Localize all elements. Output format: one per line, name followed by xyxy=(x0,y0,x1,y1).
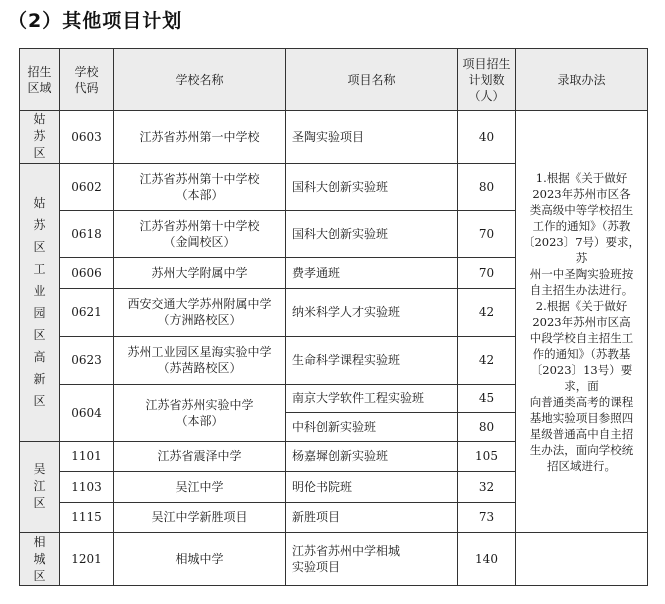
header-school: 学校名称 xyxy=(114,49,286,111)
plan-count: 70 xyxy=(458,258,516,289)
plan-count: 42 xyxy=(458,336,516,384)
school-code: 0623 xyxy=(60,336,114,384)
school-name: 苏州工业园区星海实验中学 （苏茜路校区） xyxy=(114,336,286,384)
region-label: 吴江区 xyxy=(33,462,46,511)
school-code: 0603 xyxy=(60,111,114,164)
project-name: 国科大创新实验班 xyxy=(286,210,458,258)
admission-method-note: 1.根据《关于做好 2023年苏州市区各 类高级中等学校招生 工作的通知》（苏教 〔2023〕7号）要求，苏 州一中圣陶实验班按 自主招生办法进行。 2.根据《关于做好 2023年苏州市区高 中段学校自主招生工 作的通知》（苏教基 〔2023〕13号）要求，面 向普通类高考的课程 基地实验项目参照四 星级普通高中自主招 生办法，面向学校统 招区域进行。 xyxy=(516,111,648,533)
plan-count: 140 xyxy=(458,533,516,586)
project-name: 圣陶实验项目 xyxy=(286,111,458,164)
school-name: 吴江中学新胜项目 xyxy=(114,502,286,533)
project-name: 明伦书院班 xyxy=(286,472,458,503)
school-code: 0621 xyxy=(60,288,114,336)
plan-count: 70 xyxy=(458,210,516,258)
project-name: 中科创新实验班 xyxy=(286,413,458,441)
project-name: 费孝通班 xyxy=(286,258,458,289)
school-code: 0604 xyxy=(60,384,114,441)
region-cell xyxy=(20,111,60,164)
project-name: 纳米科学人才实验班 xyxy=(286,288,458,336)
project-name: 南京大学软件工程实验班 xyxy=(286,384,458,412)
section-heading: （2）其他项目计划 xyxy=(8,10,183,32)
plan-count: 40 xyxy=(458,111,516,164)
plan-count: 80 xyxy=(458,413,516,441)
region-cell xyxy=(20,533,60,586)
header-region: 招生 区域 xyxy=(20,49,60,111)
school-name: 吴江中学 xyxy=(114,472,286,503)
school-code: 1115 xyxy=(60,502,114,533)
plan-count: 42 xyxy=(458,288,516,336)
school-name: 江苏省苏州实验中学 （本部） xyxy=(114,384,286,441)
school-name: 苏州大学附属中学 xyxy=(114,258,286,289)
region-label: 姑苏区 xyxy=(33,112,46,161)
school-code: 0602 xyxy=(60,163,114,210)
school-name: 江苏省震泽中学 xyxy=(114,441,286,472)
plan-count: 45 xyxy=(458,384,516,412)
region-cell xyxy=(20,441,60,533)
plan-count: 80 xyxy=(458,163,516,210)
header-row xyxy=(20,49,648,111)
region-label: 姑苏区工业园区高新区 xyxy=(33,196,46,409)
header-project: 项目名称 xyxy=(286,49,458,111)
school-code: 0606 xyxy=(60,258,114,289)
table-row xyxy=(20,533,648,586)
region-label: 相城区 xyxy=(33,534,46,583)
school-code: 0618 xyxy=(60,210,114,258)
project-name: 江苏省苏州中学相城 实验项目 xyxy=(286,533,458,586)
school-code: 1101 xyxy=(60,441,114,472)
school-name: 江苏省苏州第十中学校 （金阊校区） xyxy=(114,210,286,258)
plan-count: 105 xyxy=(458,441,516,472)
school-name: 西安交通大学苏州附属中学 （方洲路校区） xyxy=(114,288,286,336)
school-name: 江苏省苏州第一中学校 xyxy=(114,111,286,164)
school-name: 相城中学 xyxy=(114,533,286,586)
region-cell xyxy=(20,163,60,441)
project-plan-table xyxy=(19,48,648,586)
school-code: 1103 xyxy=(60,472,114,503)
plan-count: 32 xyxy=(458,472,516,503)
plan-count: 73 xyxy=(458,502,516,533)
table-row xyxy=(20,111,648,164)
header-code: 学校 代码 xyxy=(60,49,114,111)
method-empty-cell xyxy=(516,533,648,586)
school-code: 1201 xyxy=(60,533,114,586)
project-name: 生命科学课程实验班 xyxy=(286,336,458,384)
project-name: 国科大创新实验班 xyxy=(286,163,458,210)
header-method: 录取办法 xyxy=(516,49,648,111)
project-name: 杨嘉墀创新实验班 xyxy=(286,441,458,472)
project-name: 新胜项目 xyxy=(286,502,458,533)
header-count: 项目招生 计划数 （人） xyxy=(458,49,516,111)
school-name: 江苏省苏州第十中学校 （本部） xyxy=(114,163,286,210)
